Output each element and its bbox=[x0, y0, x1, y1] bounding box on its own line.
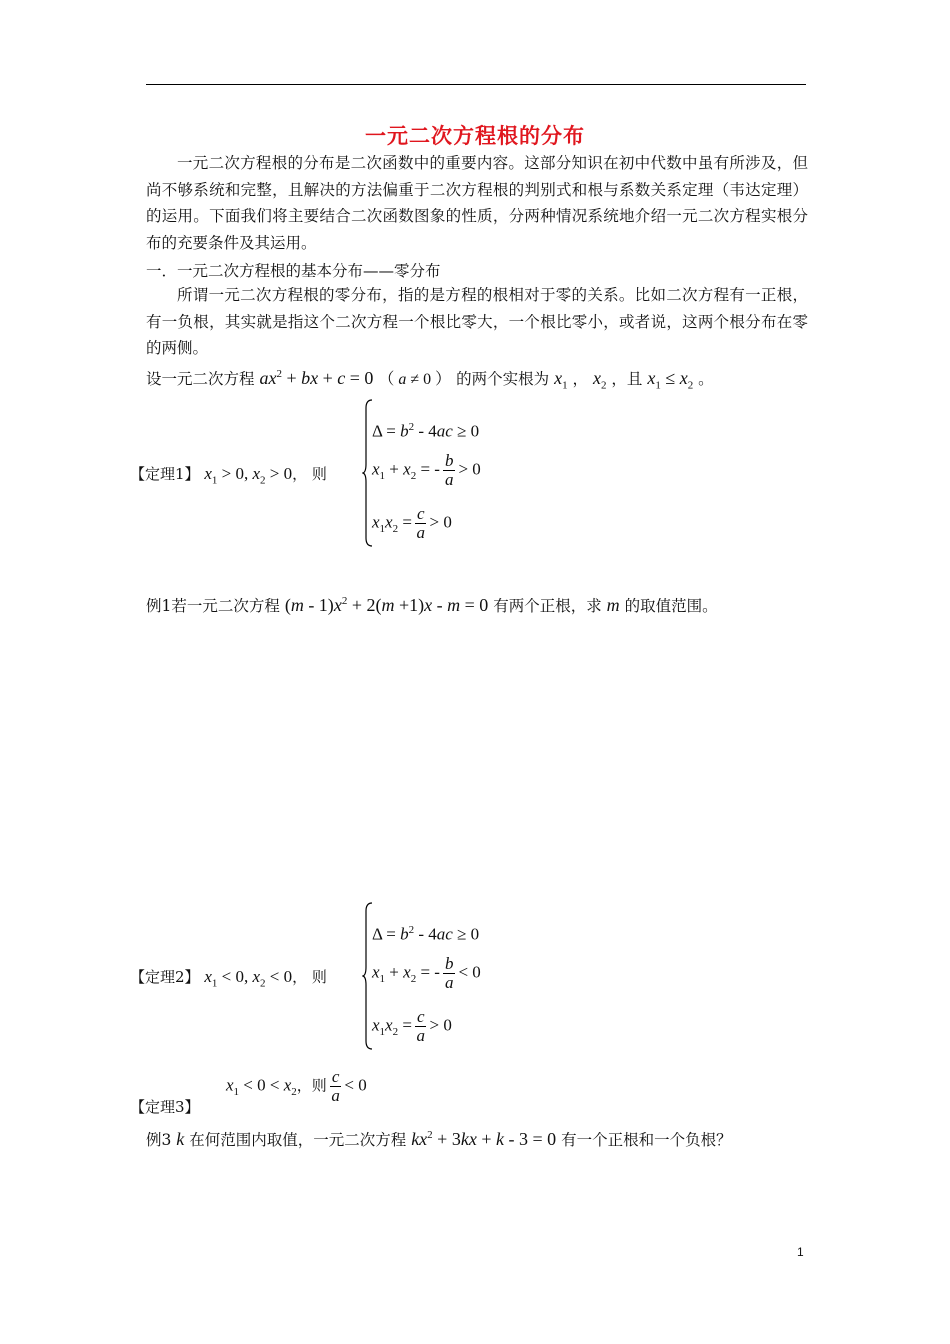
root-x1: $x_1$ bbox=[554, 368, 568, 392]
theorem2-sum: $x_1 + x_2$ = - $\frac{b}{a}$ < 0 bbox=[372, 954, 481, 992]
theorem2-then: 则 bbox=[311, 968, 327, 986]
example1-mid: 有两个正根，求 bbox=[493, 597, 602, 615]
nonzero-condition: （ a ≠ 0 ） bbox=[378, 371, 452, 388]
theorem3-label: 【定理3】 bbox=[130, 1098, 200, 1116]
example3-equation: $kx^2 + 3kx + k - 3 = 0$ bbox=[411, 1129, 557, 1149]
example3 bbox=[146, 1128, 732, 1150]
setup-mid: 的两个实根为 bbox=[456, 370, 550, 388]
zero-distribution-paragraph: 所谓一元二次方程根的零分布，指的是方程的根相对于零的关系。比如二次方程有一正根，有一负根，其实就是指这个二次方程一个根比零大，一个根比零小，或者说，这两个根分布在零的两侧。 bbox=[146, 286, 808, 357]
theorem1-statement: 【定理1】 $x_1 > 0$, $x_2 > 0$， 则 bbox=[130, 464, 327, 487]
example3-prefix: 例3 bbox=[146, 1131, 177, 1149]
example3-mid: 在何范围内取值，一元二次方程 bbox=[189, 1131, 407, 1149]
setup-prefix: 设一元二次方程 bbox=[146, 370, 255, 388]
setup-end: 。 bbox=[698, 370, 714, 388]
setup-line bbox=[146, 366, 714, 392]
example1-end: 的取值范围。 bbox=[624, 597, 718, 615]
intro-paragraph: 一元二次方程根的分布是二次函数中的重要内容。这部分知识在初中代数中虽有所涉及，但尚不够系统和完整，且解决的方法偏重于二次方程根的判别式和根与系数关系定理（韦达定理）的运用。下面我们将主要结合二次函数图象的性质，分两种情况系统地介绍一元二次方程实根分布的充要条件及其运用。 bbox=[146, 154, 808, 252]
theorem2-statement: 【定理2】 $x_1 < 0$, $x_2 < 0$， 则 bbox=[130, 967, 327, 990]
theorem1-discriminant: $\Delta = b^2 - 4ac \ge 0$ bbox=[372, 421, 480, 441]
theorem3-statement: $x_1 < 0 < x_2$，则 $\frac{c}{a}$ < 0 bbox=[226, 1067, 367, 1105]
theorem1-product: $x_1x_2$ = $\frac{c}{a}$ > 0 bbox=[372, 504, 452, 542]
theorem1-hypothesis: $x_1 > 0$, $x_2 > 0$ bbox=[204, 464, 293, 487]
theorem1-label: 【定理1】 bbox=[130, 465, 200, 483]
header-rule bbox=[146, 84, 806, 85]
example1-prefix: 例1若一元二次方程 bbox=[146, 597, 280, 615]
page-title: 一元二次方程根的分布 bbox=[365, 123, 585, 148]
page-number: 1 bbox=[797, 1245, 804, 1259]
example1 bbox=[146, 594, 718, 616]
theorem1-sum: $x_1 + x_2$ = - $\frac{b}{a}$ > 0 bbox=[372, 451, 481, 489]
theorem2-discriminant: $\Delta = b^2 - 4ac \ge 0$ bbox=[372, 924, 480, 944]
setup-sep: ， bbox=[572, 370, 589, 388]
quadratic-equation: $ax^2$ + bx + c = 0 bbox=[259, 368, 374, 388]
example1-equation: $(m - 1)x^2 + 2(m +1)x - m = 0$ bbox=[284, 595, 489, 615]
theorem2-label: 【定理2】 bbox=[130, 968, 200, 986]
example3-variable: k bbox=[176, 1129, 185, 1149]
theorem2-hypothesis: $x_1 < 0$, $x_2 < 0$ bbox=[204, 967, 293, 990]
section-heading: 一．一元二次方程根的基本分布——零分布 bbox=[146, 262, 441, 280]
root-x2: $x_2$ bbox=[592, 368, 607, 392]
example3-end: 有一个正根和一个负根？ bbox=[561, 1131, 732, 1149]
theorem2-product: $x_1x_2$ = $\frac{c}{a}$ > 0 bbox=[372, 1007, 452, 1045]
theorem3-then: 则 bbox=[311, 1076, 327, 1095]
root-order: $x_1 \le x_2$ bbox=[647, 368, 694, 392]
setup-and: ，且 bbox=[611, 370, 643, 388]
example1-variable: m bbox=[606, 595, 620, 615]
theorem1-then: 则 bbox=[311, 465, 327, 483]
